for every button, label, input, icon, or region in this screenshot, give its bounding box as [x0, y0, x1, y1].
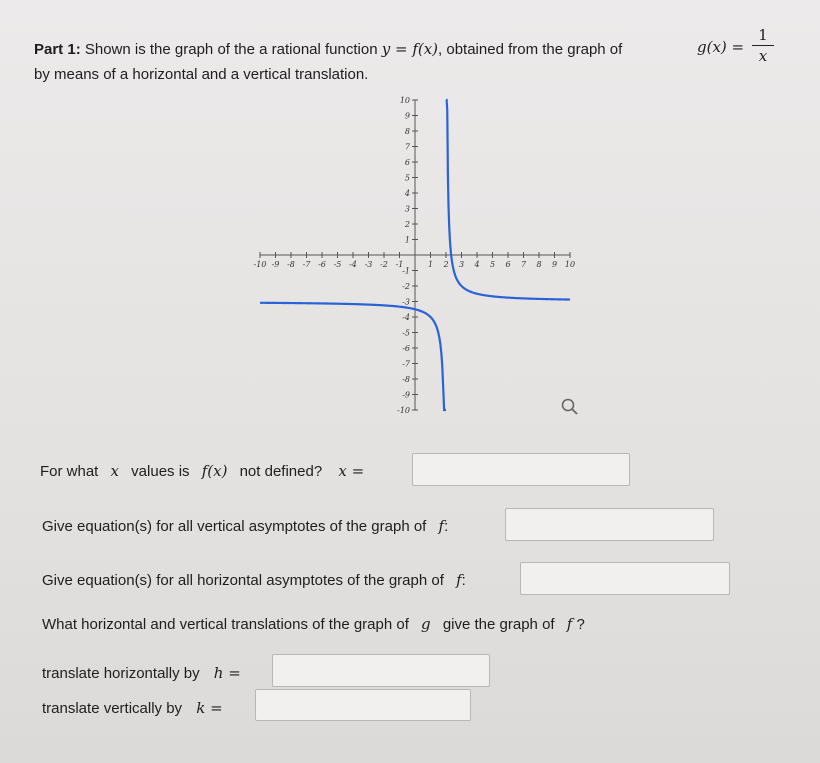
x-tick-label: 10: [564, 260, 576, 269]
x-tick-label: 4: [474, 260, 480, 269]
x-tick-label: -3: [364, 260, 373, 269]
x-tick-label: 3: [458, 260, 465, 269]
f-expression: y = f(x): [381, 40, 439, 58]
x-undefined-input[interactable]: [412, 453, 630, 486]
magnifier-icon[interactable]: [560, 397, 580, 417]
vertical-asymptotes-input[interactable]: [505, 508, 714, 541]
y-tick-label: 6: [404, 158, 410, 167]
y-tick-label: 10: [399, 96, 410, 105]
x-tick-label: -4: [349, 260, 357, 269]
q3-f: f: [456, 571, 462, 589]
x-tick-label: -6: [318, 260, 326, 269]
q3-text: Give equation(s) for all horizontal asymptotes of the graph of: [42, 572, 444, 589]
x-tick-label: 5: [489, 260, 496, 269]
q1-text-c: not defined?: [239, 463, 323, 480]
x-tick-label: -5: [333, 260, 342, 269]
x-tick-label: -2: [380, 260, 388, 269]
curve-left-branch: [260, 303, 446, 410]
k-label: [42, 699, 223, 717]
y-tick-label: -4: [402, 313, 410, 322]
x-tick-label: 9: [551, 260, 558, 269]
y-tick-label: 8: [404, 127, 410, 136]
q2-text: Give equation(s) for all vertical asymptotes of the graph of: [42, 518, 427, 535]
x-tick-label: 6: [505, 260, 511, 269]
q4-text-b: give the graph of: [442, 616, 555, 633]
x-tick-label: -8: [287, 260, 295, 269]
problem-statement-line2: by means of a horizontal and a vertical translation.: [34, 66, 369, 83]
x-tick-label: -1: [395, 260, 404, 269]
q1-var: x: [110, 462, 119, 480]
part-label: Part 1:: [34, 41, 81, 58]
y-tick-label: -5: [402, 328, 410, 338]
y-tick-label: -6: [402, 344, 410, 353]
h-input[interactable]: [272, 654, 490, 687]
y-tick-label: -3: [402, 297, 410, 307]
x-tick-label: 1: [427, 260, 434, 269]
y-tick-label: 5: [404, 173, 410, 183]
y-tick-label: -2: [402, 282, 410, 291]
function-graph: [250, 80, 590, 425]
intro-text-a: Shown is the graph of the a rational function: [84, 41, 378, 58]
curve-right-branch: [446, 100, 570, 300]
y-tick-label: -10: [397, 406, 410, 415]
q1-fx: f(x): [201, 462, 228, 480]
q2-f: f: [438, 517, 445, 535]
h-label-text: translate horizontally by: [42, 665, 200, 682]
q2-colon: :: [444, 518, 449, 535]
g-fraction: [752, 26, 774, 65]
question-horizontal-asymptotes: [42, 571, 466, 589]
intro-text-b: , obtained from the graph of: [438, 41, 623, 58]
y-tick-label: 7: [404, 142, 410, 152]
y-tick-label: 2: [404, 220, 410, 229]
q1-text-a: For what: [40, 463, 99, 480]
y-tick-label: -8: [402, 375, 410, 384]
h-label: [42, 664, 241, 682]
g-denominator: x: [758, 47, 768, 65]
problem-statement: [34, 38, 694, 61]
question-undefined-x: [40, 462, 364, 480]
x-tick-label: -9: [271, 260, 280, 269]
y-tick-label: -1: [402, 266, 410, 276]
y-tick-label: -9: [402, 390, 410, 400]
y-tick-label: 1: [404, 235, 410, 245]
g-expression: g(x) =: [697, 38, 745, 56]
y-tick-label: 9: [404, 111, 410, 121]
q4-text-a: What horizontal and vertical translations of the graph of: [42, 616, 409, 633]
y-tick-label: 4: [404, 189, 410, 198]
q4-question-mark: ?: [576, 616, 585, 633]
y-tick-label: -7: [402, 359, 410, 369]
x-tick-label: 7: [520, 260, 527, 269]
question-translations: [42, 615, 585, 633]
q1-x-equals: x =: [338, 462, 365, 480]
h-equals: h =: [213, 664, 241, 682]
x-tick-label: -10: [253, 260, 267, 269]
y-tick-label: 3: [404, 204, 410, 214]
k-equals: k =: [196, 699, 223, 717]
x-tick-label: 8: [536, 260, 542, 269]
k-label-text: translate vertically by: [42, 700, 183, 717]
x-tick-label: 2: [443, 260, 449, 269]
q4-g: g: [421, 615, 431, 633]
question-vertical-asymptotes: [42, 517, 448, 535]
g-numerator: 1: [752, 26, 774, 46]
q3-colon: :: [461, 572, 466, 589]
x-tick-label: -7: [302, 260, 311, 269]
k-input[interactable]: [255, 689, 471, 721]
q1-text-b: values is: [131, 463, 190, 480]
horizontal-asymptotes-input[interactable]: [520, 562, 730, 595]
q4-f: f: [566, 615, 573, 633]
